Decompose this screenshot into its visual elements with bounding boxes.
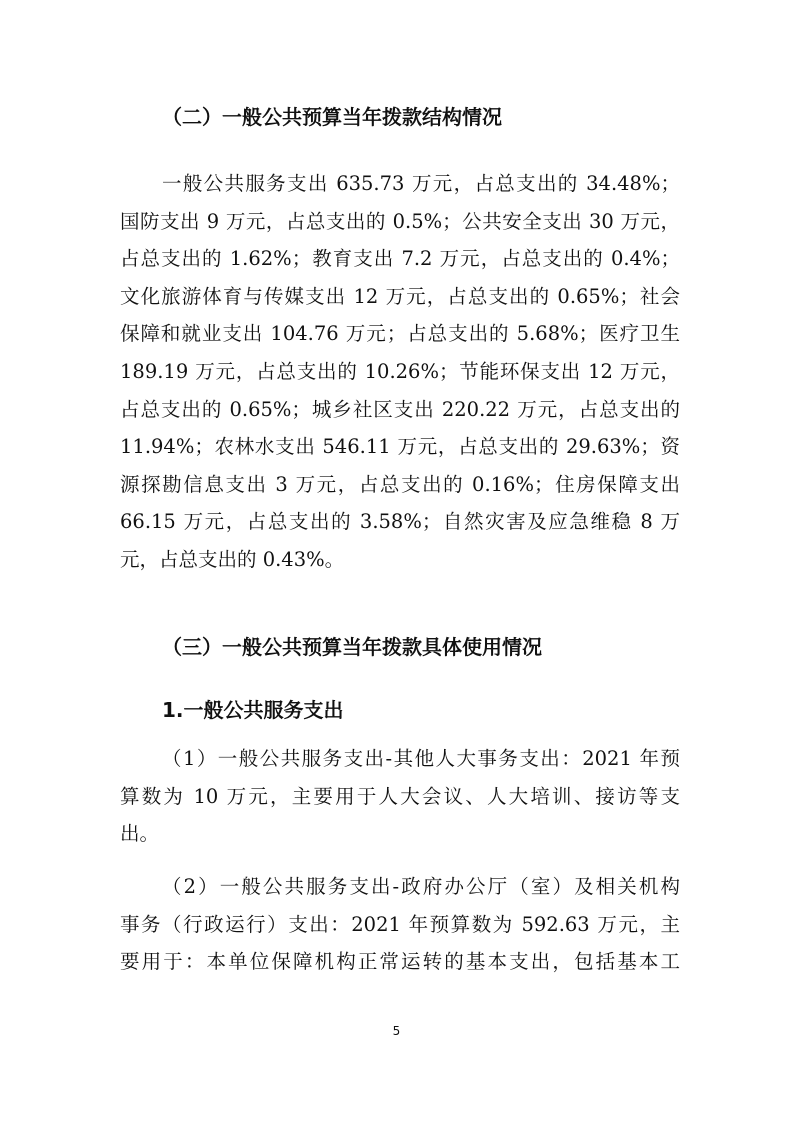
text-line: 66.15 万元，占总支出的 3.58%；自然灾害及应急维稳 8 万 <box>120 510 680 534</box>
paragraph-item-1 <box>120 740 680 853</box>
text-line: （2）一般公共服务支出-政府办公厅（室）及相关机构 <box>162 875 680 898</box>
text-line: 一般公共服务支出 635.73 万元，占总支出的 34.48%； <box>162 172 680 195</box>
paragraph-structure <box>120 165 680 579</box>
section-heading-usage: （三）一般公共预算当年拨款具体使用情况 <box>162 635 542 659</box>
text-line: 占总支出的 1.62%；教育支出 7.2 万元，占总支出的 0.4%； <box>120 247 680 271</box>
text-line: 算数为 10 万元，主要用于人大会议、人大培训、接访等支 <box>120 784 680 808</box>
text-line: 保障和就业支出 104.76 万元；占总支出的 5.68%；医疗卫生 <box>120 322 680 346</box>
text-line: 源探勘信息支出 3 万元，占总支出的 0.16%；住房保障支出 <box>120 472 680 496</box>
text-line: （1）一般公共服务支出-其他人大事务支出：2021 年预 <box>162 747 680 770</box>
text-line: 189.19 万元，占总支出的 10.26%；节能环保支出 12 万元， <box>120 359 680 383</box>
section-heading-structure: （二）一般公共预算当年拨款结构情况 <box>162 105 502 129</box>
paragraph-item-2 <box>120 868 680 981</box>
text-line: 占总支出的 0.65%；城乡社区支出 220.22 万元，占总支出的 <box>120 397 680 421</box>
text-line: 文化旅游体育与传媒支出 12 万元，占总支出的 0.65%；社会 <box>120 284 680 308</box>
text-line: 要用于：本单位保障机构正常运转的基本支出，包括基本工 <box>120 950 680 974</box>
text-line: 出。 <box>120 822 160 846</box>
subsection-heading-general-services: 1.一般公共服务支出 <box>162 698 344 722</box>
page-number: 5 <box>392 1024 401 1038</box>
text-line: 事务（行政运行）支出：2021 年预算数为 592.63 万元，主 <box>120 912 680 936</box>
text-line: 元，占总支出的 0.43%。 <box>120 547 345 571</box>
text-line: 国防支出 9 万元，占总支出的 0.5%；公共安全支出 30 万元， <box>120 209 680 233</box>
text-line: 11.94%；农林水支出 546.11 万元，占总支出的 29.63%；资 <box>120 435 680 459</box>
